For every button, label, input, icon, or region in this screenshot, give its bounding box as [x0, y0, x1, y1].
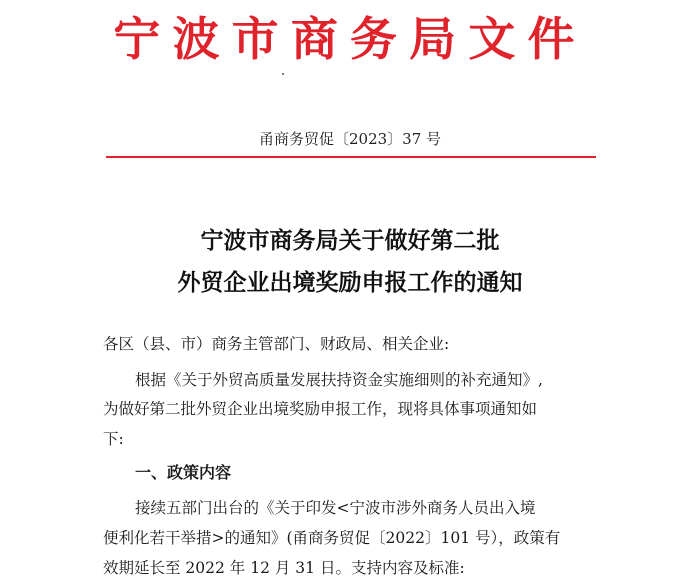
paragraph-2-line: 接续五部门出台的《关于印发<宁波市涉外商务人员出入境 — [135, 499, 536, 517]
paragraph-2-line: 效期延长至 2022 年 12 月 31 日。支持内容及标准: — [103, 559, 465, 577]
document-title-line-1: 宁波市商务局关于做好第二批 — [200, 227, 500, 254]
issuer-header: 宁波市商务局文件 — [113, 12, 587, 66]
paragraph-1-line: 为做好第二批外贸企业出境奖励申报工作，现将具体事项通知如 — [103, 400, 538, 418]
document-title-line-2: 外贸企业出境奖励申报工作的通知 — [177, 269, 523, 296]
scan-speck — [282, 73, 284, 75]
document-number: 甬商务贸促〔2023〕37 号 — [258, 130, 442, 148]
paragraph-1-line: 下: — [103, 430, 124, 448]
red-separator-line — [106, 156, 596, 158]
paragraph-1-line: 根据《关于外贸高质量发展扶持资金实施细则的补充通知》, — [135, 371, 543, 389]
salutation: 各区（县、市）商务主管部门、财政局、相关企业: — [103, 335, 450, 353]
paragraph-2-line: 便利化若干举措>的通知》(甬商务贸促〔2022〕101 号），政策有 — [103, 529, 561, 547]
section-1-heading: 一、政策内容 — [135, 463, 232, 482]
